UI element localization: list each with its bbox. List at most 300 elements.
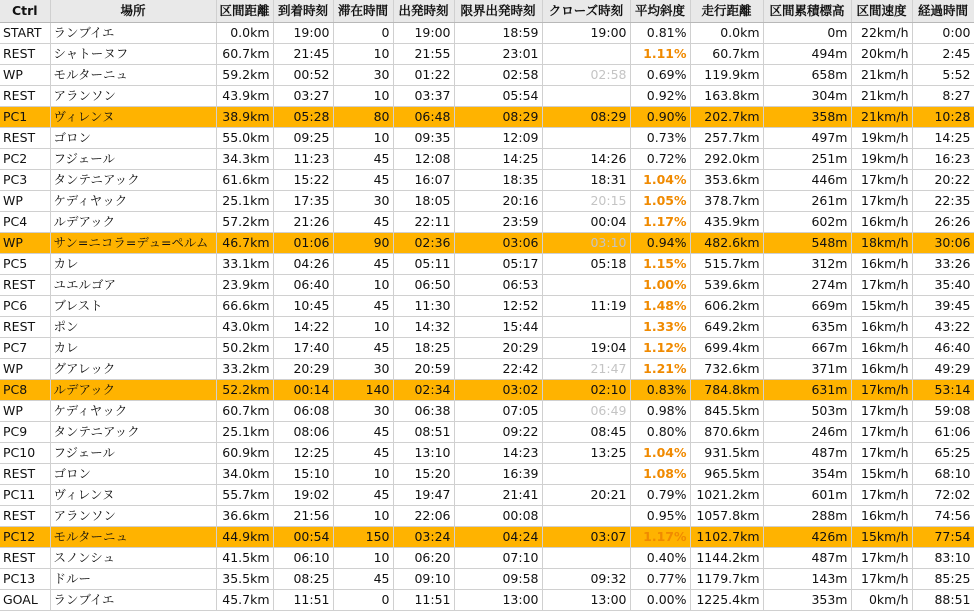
ctrl-cell: PC2 [0,149,50,170]
elapsed-time-cell: 43:22 [912,317,974,338]
close-time-cell: 20:15 [542,191,630,212]
limit-departure-cell: 18:59 [454,23,542,44]
col-arrival-time-header: 到着時刻 [273,0,333,23]
departure-time-cell: 21:55 [393,44,454,65]
table-row [0,86,974,107]
segment-elevation-cell: 0m [763,23,851,44]
departure-time-cell: 06:50 [393,275,454,296]
arrival-time-cell: 01:06 [273,233,333,254]
segment-distance-cell: 25.1km [216,422,273,443]
location-cell: ケディヤック [50,191,216,212]
segment-elevation-cell: 143m [763,569,851,590]
segment-elevation-cell: 251m [763,149,851,170]
location-cell: グアレック [50,359,216,380]
elapsed-time-cell: 16:23 [912,149,974,170]
arrival-time-cell: 21:45 [273,44,333,65]
stay-time-cell: 10 [333,548,393,569]
total-distance-cell: 1102.7km [690,527,763,548]
ctrl-cell: REST [0,128,50,149]
departure-time-cell: 11:51 [393,590,454,611]
segment-speed-cell: 21km/h [851,65,912,86]
col-avg-grade-header: 平均斜度 [630,0,690,23]
departure-time-cell: 09:10 [393,569,454,590]
segment-speed-cell: 15km/h [851,296,912,317]
departure-time-cell: 13:10 [393,443,454,464]
arrival-time-cell: 06:40 [273,275,333,296]
ctrl-cell: PC11 [0,485,50,506]
stay-time-cell: 10 [333,44,393,65]
ctrl-cell: WP [0,191,50,212]
limit-departure-cell: 02:58 [454,65,542,86]
table-row [0,233,974,254]
stay-time-cell: 10 [333,86,393,107]
table-row [0,506,974,527]
location-cell: タンテニアック [50,170,216,191]
table-row [0,254,974,275]
ctrl-cell: WP [0,401,50,422]
segment-distance-cell: 33.1km [216,254,273,275]
segment-speed-cell: 17km/h [851,401,912,422]
ctrl-cell: GOAL [0,590,50,611]
segment-speed-cell: 17km/h [851,191,912,212]
location-cell: ヴィレンヌ [50,107,216,128]
stay-time-cell: 10 [333,275,393,296]
stay-time-cell: 45 [333,170,393,191]
stay-time-cell: 30 [333,359,393,380]
location-cell: ポン [50,317,216,338]
close-time-cell [542,128,630,149]
limit-departure-cell: 03:02 [454,380,542,401]
avg-grade-cell: 1.05% [630,191,690,212]
segment-elevation-cell: 602m [763,212,851,233]
segment-elevation-cell: 667m [763,338,851,359]
table-row [0,338,974,359]
elapsed-time-cell: 46:40 [912,338,974,359]
stay-time-cell: 45 [333,443,393,464]
location-cell: ユエルゴア [50,275,216,296]
table-row [0,191,974,212]
segment-distance-cell: 46.7km [216,233,273,254]
ctrl-cell: REST [0,317,50,338]
elapsed-time-cell: 74:56 [912,506,974,527]
close-time-cell: 03:10 [542,233,630,254]
table-row [0,212,974,233]
ctrl-cell: PC9 [0,422,50,443]
segment-elevation-cell: 669m [763,296,851,317]
table-row [0,317,974,338]
limit-departure-cell: 09:22 [454,422,542,443]
ctrl-cell: PC5 [0,254,50,275]
segment-elevation-cell: 246m [763,422,851,443]
col-total-distance-header: 走行距離 [690,0,763,23]
location-cell: フジェール [50,443,216,464]
total-distance-cell: 732.6km [690,359,763,380]
stay-time-cell: 45 [333,149,393,170]
segment-distance-cell: 38.9km [216,107,273,128]
departure-time-cell: 01:22 [393,65,454,86]
table-row [0,359,974,380]
segment-elevation-cell: 487m [763,548,851,569]
location-cell: モルターニュ [50,65,216,86]
departure-time-cell: 08:51 [393,422,454,443]
segment-elevation-cell: 635m [763,317,851,338]
segment-distance-cell: 61.6km [216,170,273,191]
elapsed-time-cell: 39:45 [912,296,974,317]
arrival-time-cell: 12:25 [273,443,333,464]
total-distance-cell: 845.5km [690,401,763,422]
close-time-cell: 02:10 [542,380,630,401]
location-cell: ブレスト [50,296,216,317]
total-distance-cell: 931.5km [690,443,763,464]
departure-time-cell: 09:35 [393,128,454,149]
avg-grade-cell: 0.73% [630,128,690,149]
location-cell: ケディヤック [50,401,216,422]
col-close-time-header: クローズ時刻 [542,0,630,23]
total-distance-cell: 649.2km [690,317,763,338]
table-row [0,527,974,548]
ctrl-cell: REST [0,506,50,527]
location-cell: ドルー [50,569,216,590]
total-distance-cell: 870.6km [690,422,763,443]
col-segment-speed-header: 区間速度 [851,0,912,23]
limit-departure-cell: 05:54 [454,86,542,107]
elapsed-time-cell: 61:06 [912,422,974,443]
limit-departure-cell: 23:59 [454,212,542,233]
elapsed-time-cell: 14:25 [912,128,974,149]
total-distance-cell: 435.9km [690,212,763,233]
segment-distance-cell: 52.2km [216,380,273,401]
elapsed-time-cell: 53:14 [912,380,974,401]
limit-departure-cell: 16:39 [454,464,542,485]
segment-distance-cell: 23.9km [216,275,273,296]
stay-time-cell: 45 [333,254,393,275]
departure-time-cell: 02:34 [393,380,454,401]
close-time-cell [542,44,630,65]
segment-speed-cell: 17km/h [851,170,912,191]
avg-grade-cell: 1.00% [630,275,690,296]
arrival-time-cell: 04:26 [273,254,333,275]
ctrl-cell: REST [0,275,50,296]
close-time-cell: 08:45 [542,422,630,443]
avg-grade-cell: 1.04% [630,443,690,464]
segment-elevation-cell: 371m [763,359,851,380]
departure-time-cell: 18:25 [393,338,454,359]
avg-grade-cell: 0.92% [630,86,690,107]
segment-speed-cell: 17km/h [851,275,912,296]
limit-departure-cell: 05:17 [454,254,542,275]
avg-grade-cell: 1.33% [630,317,690,338]
ctrl-cell: START [0,23,50,44]
location-cell: ランブイエ [50,590,216,611]
limit-departure-cell: 08:29 [454,107,542,128]
elapsed-time-cell: 72:02 [912,485,974,506]
avg-grade-cell: 1.15% [630,254,690,275]
col-elapsed-time-header: 経過時間 [912,0,974,23]
segment-distance-cell: 41.5km [216,548,273,569]
segment-distance-cell: 34.0km [216,464,273,485]
elapsed-time-cell: 68:10 [912,464,974,485]
segment-elevation-cell: 274m [763,275,851,296]
segment-elevation-cell: 503m [763,401,851,422]
ctrl-cell: REST [0,86,50,107]
total-distance-cell: 378.7km [690,191,763,212]
close-time-cell: 09:32 [542,569,630,590]
ctrl-cell: REST [0,464,50,485]
segment-elevation-cell: 548m [763,233,851,254]
segment-distance-cell: 60.7km [216,401,273,422]
elapsed-time-cell: 77:54 [912,527,974,548]
segment-speed-cell: 19km/h [851,128,912,149]
avg-grade-cell: 0.95% [630,506,690,527]
limit-departure-cell: 12:52 [454,296,542,317]
arrival-time-cell: 17:40 [273,338,333,359]
segment-speed-cell: 17km/h [851,569,912,590]
segment-speed-cell: 18km/h [851,233,912,254]
departure-time-cell: 02:36 [393,233,454,254]
departure-time-cell: 19:00 [393,23,454,44]
col-segment-elevation-header: 区間累積標高 [763,0,851,23]
elapsed-time-cell: 49:29 [912,359,974,380]
limit-departure-cell: 14:23 [454,443,542,464]
ctrl-cell: PC8 [0,380,50,401]
elapsed-time-cell: 0:00 [912,23,974,44]
departure-time-cell: 05:11 [393,254,454,275]
departure-time-cell: 06:38 [393,401,454,422]
arrival-time-cell: 08:06 [273,422,333,443]
ctrl-cell: PC6 [0,296,50,317]
total-distance-cell: 699.4km [690,338,763,359]
total-distance-cell: 539.6km [690,275,763,296]
location-cell: サン=ニコラ=デュ=ペルム [50,233,216,254]
segment-speed-cell: 17km/h [851,548,912,569]
limit-departure-cell: 09:58 [454,569,542,590]
elapsed-time-cell: 35:40 [912,275,974,296]
limit-departure-cell: 12:09 [454,128,542,149]
segment-distance-cell: 45.7km [216,590,273,611]
avg-grade-cell: 0.80% [630,422,690,443]
segment-elevation-cell: 494m [763,44,851,65]
ctrl-cell: PC12 [0,527,50,548]
table-row [0,23,974,44]
segment-elevation-cell: 353m [763,590,851,611]
total-distance-cell: 515.7km [690,254,763,275]
col-ctrl-header: Ctrl [0,0,50,23]
segment-speed-cell: 16km/h [851,338,912,359]
segment-elevation-cell: 658m [763,65,851,86]
limit-departure-cell: 00:08 [454,506,542,527]
location-cell: カレ [50,338,216,359]
table-row [0,590,974,611]
table-body [0,23,974,611]
departure-time-cell: 22:11 [393,212,454,233]
arrival-time-cell: 19:00 [273,23,333,44]
arrival-time-cell: 09:25 [273,128,333,149]
departure-time-cell: 12:08 [393,149,454,170]
location-cell: シャトーヌフ [50,44,216,65]
segment-distance-cell: 36.6km [216,506,273,527]
stay-time-cell: 140 [333,380,393,401]
location-cell: モルターニュ [50,527,216,548]
avg-grade-cell: 0.81% [630,23,690,44]
table-row [0,401,974,422]
total-distance-cell: 965.5km [690,464,763,485]
location-cell: ゴロン [50,128,216,149]
stay-time-cell: 45 [333,485,393,506]
table-row [0,380,974,401]
segment-distance-cell: 66.6km [216,296,273,317]
stay-time-cell: 10 [333,464,393,485]
stay-time-cell: 10 [333,506,393,527]
arrival-time-cell: 11:51 [273,590,333,611]
ctrl-cell: WP [0,65,50,86]
arrival-time-cell: 10:45 [273,296,333,317]
close-time-cell: 21:47 [542,359,630,380]
elapsed-time-cell: 85:25 [912,569,974,590]
limit-departure-cell: 04:24 [454,527,542,548]
departure-time-cell: 03:24 [393,527,454,548]
table-row [0,464,974,485]
close-time-cell: 05:18 [542,254,630,275]
segment-elevation-cell: 631m [763,380,851,401]
close-time-cell: 13:25 [542,443,630,464]
location-cell: ルデアック [50,212,216,233]
close-time-cell: 19:04 [542,338,630,359]
total-distance-cell: 1179.7km [690,569,763,590]
location-cell: ルデアック [50,380,216,401]
avg-grade-cell: 1.04% [630,170,690,191]
elapsed-time-cell: 8:27 [912,86,974,107]
ctrl-cell: REST [0,548,50,569]
arrival-time-cell: 19:02 [273,485,333,506]
close-time-cell: 08:29 [542,107,630,128]
limit-departure-cell: 15:44 [454,317,542,338]
arrival-time-cell: 17:35 [273,191,333,212]
avg-grade-cell: 0.72% [630,149,690,170]
departure-time-cell: 18:05 [393,191,454,212]
stay-time-cell: 80 [333,107,393,128]
segment-speed-cell: 16km/h [851,317,912,338]
location-cell: ランブイエ [50,23,216,44]
limit-departure-cell: 23:01 [454,44,542,65]
location-cell: ヴィレンヌ [50,485,216,506]
total-distance-cell: 1144.2km [690,548,763,569]
avg-grade-cell: 0.40% [630,548,690,569]
segment-distance-cell: 0.0km [216,23,273,44]
segment-speed-cell: 16km/h [851,212,912,233]
table-row [0,65,974,86]
total-distance-cell: 0.0km [690,23,763,44]
departure-time-cell: 15:20 [393,464,454,485]
table-row [0,107,974,128]
departure-time-cell: 06:48 [393,107,454,128]
segment-speed-cell: 17km/h [851,485,912,506]
segment-distance-cell: 55.0km [216,128,273,149]
limit-departure-cell: 20:16 [454,191,542,212]
location-cell: ゴロン [50,464,216,485]
close-time-cell: 00:04 [542,212,630,233]
elapsed-time-cell: 30:06 [912,233,974,254]
arrival-time-cell: 06:10 [273,548,333,569]
avg-grade-cell: 0.00% [630,590,690,611]
segment-distance-cell: 43.9km [216,86,273,107]
table-row [0,422,974,443]
total-distance-cell: 257.7km [690,128,763,149]
stay-time-cell: 90 [333,233,393,254]
stay-time-cell: 45 [333,212,393,233]
close-time-cell: 14:26 [542,149,630,170]
departure-time-cell: 19:47 [393,485,454,506]
segment-elevation-cell: 426m [763,527,851,548]
location-cell: カレ [50,254,216,275]
close-time-cell: 19:00 [542,23,630,44]
limit-departure-cell: 06:53 [454,275,542,296]
avg-grade-cell: 0.94% [630,233,690,254]
segment-elevation-cell: 446m [763,170,851,191]
close-time-cell: 06:49 [542,401,630,422]
avg-grade-cell: 1.11% [630,44,690,65]
arrival-time-cell: 15:22 [273,170,333,191]
avg-grade-cell: 1.48% [630,296,690,317]
segment-elevation-cell: 487m [763,443,851,464]
stay-time-cell: 10 [333,128,393,149]
stay-time-cell: 0 [333,23,393,44]
close-time-cell [542,86,630,107]
stay-time-cell: 30 [333,191,393,212]
departure-time-cell: 20:59 [393,359,454,380]
elapsed-time-cell: 59:08 [912,401,974,422]
limit-departure-cell: 13:00 [454,590,542,611]
elapsed-time-cell: 22:35 [912,191,974,212]
segment-distance-cell: 57.2km [216,212,273,233]
departure-time-cell: 06:20 [393,548,454,569]
limit-departure-cell: 14:25 [454,149,542,170]
segment-speed-cell: 16km/h [851,254,912,275]
avg-grade-cell: 0.98% [630,401,690,422]
close-time-cell: 13:00 [542,590,630,611]
location-cell: フジェール [50,149,216,170]
total-distance-cell: 353.6km [690,170,763,191]
segment-speed-cell: 21km/h [851,86,912,107]
close-time-cell: 20:21 [542,485,630,506]
arrival-time-cell: 00:14 [273,380,333,401]
segment-elevation-cell: 497m [763,128,851,149]
segment-speed-cell: 21km/h [851,107,912,128]
total-distance-cell: 163.8km [690,86,763,107]
segment-distance-cell: 55.7km [216,485,273,506]
elapsed-time-cell: 65:25 [912,443,974,464]
segment-speed-cell: 15km/h [851,527,912,548]
total-distance-cell: 606.2km [690,296,763,317]
table-row [0,485,974,506]
ctrl-cell: WP [0,233,50,254]
elapsed-time-cell: 2:45 [912,44,974,65]
table-row [0,569,974,590]
elapsed-time-cell: 88:51 [912,590,974,611]
limit-departure-cell: 21:41 [454,485,542,506]
table-row [0,275,974,296]
segment-speed-cell: 20km/h [851,44,912,65]
segment-speed-cell: 17km/h [851,422,912,443]
arrival-time-cell: 20:29 [273,359,333,380]
segment-distance-cell: 50.2km [216,338,273,359]
arrival-time-cell: 21:26 [273,212,333,233]
ctrl-cell: REST [0,44,50,65]
segment-distance-cell: 60.9km [216,443,273,464]
segment-distance-cell: 35.5km [216,569,273,590]
close-time-cell: 02:58 [542,65,630,86]
segment-speed-cell: 0km/h [851,590,912,611]
segment-distance-cell: 43.0km [216,317,273,338]
